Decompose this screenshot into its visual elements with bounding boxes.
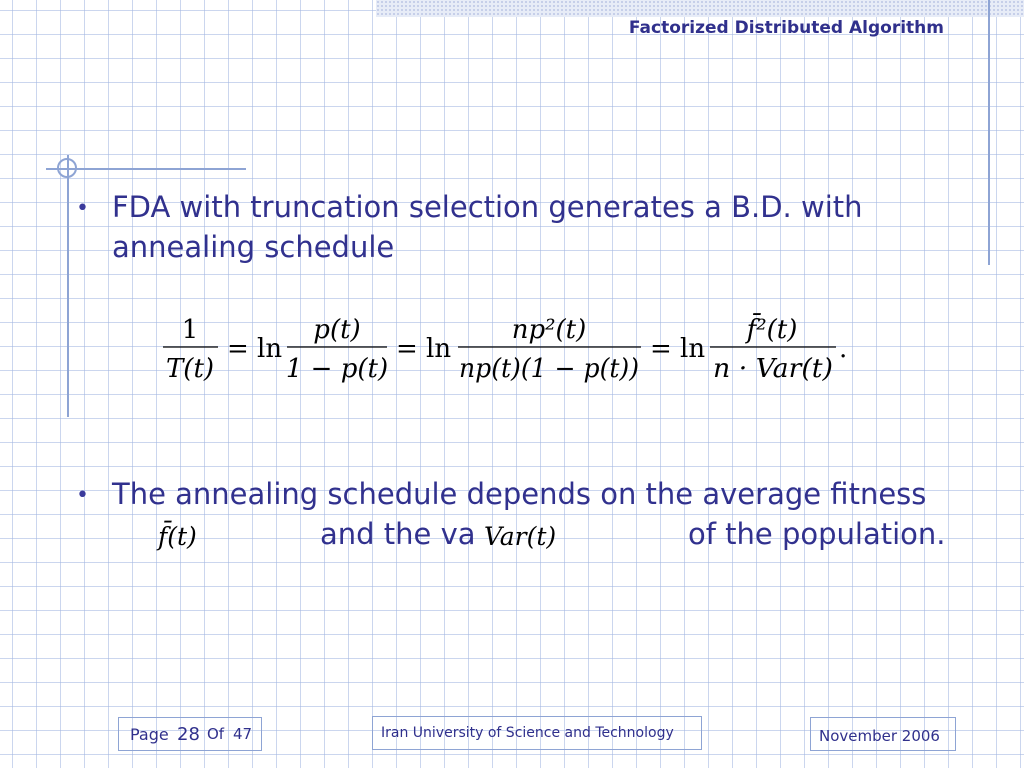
formula-f1-denominator: 1 − p(t): [285, 354, 389, 384]
footer-date: November 2006: [819, 727, 940, 745]
footer-date-box: [810, 717, 956, 751]
footer-university: Iran University of Science and Technology: [381, 725, 674, 741]
bullet-2-text-line2a: and the va: [320, 517, 476, 551]
bullet-2-text-line1: The annealing schedule depends on the average fitness: [112, 477, 927, 511]
slide-title: Factorized Distributed Algorithm: [628, 18, 944, 38]
formula-eq-ln-1: = ln: [227, 334, 283, 364]
formula-f3-numerator: f̄²(t): [746, 315, 798, 345]
bullet-dot-icon: •: [76, 196, 89, 221]
formula-period: .: [839, 334, 848, 364]
formula-f2-numerator: np²(t): [511, 315, 587, 345]
formula-f1-numerator: p(t): [313, 315, 361, 345]
inline-variance: Var(t): [484, 522, 557, 551]
footer-page-box: [118, 717, 262, 751]
bullet-2-text-line2b: of the population.: [688, 517, 946, 551]
bullet-1-text: FDA with truncation selection generates a B.D. with annealing schedule: [112, 190, 863, 264]
formula-lhs-numerator: 1: [181, 315, 199, 345]
inline-avg-fitness: f̄(t): [158, 522, 197, 551]
footer-page-total: 47: [233, 725, 253, 743]
formula-f2-denominator: np(t)(1 − p(t)): [459, 354, 639, 384]
footer-of-label: Of: [207, 725, 225, 743]
bullet-item-2: [76, 474, 972, 514]
formula-eq-ln-2: = ln: [396, 334, 452, 364]
formula-lhs-denominator: T(t): [165, 354, 215, 384]
footer-page-label: Page: [130, 725, 169, 744]
footer-university-box: [372, 716, 702, 750]
bullet-dot-icon: •: [76, 483, 89, 508]
formula-f3-denominator: n · Var(t): [713, 354, 833, 384]
formula-eq-ln-3: = ln: [650, 334, 706, 364]
footer-page-number: 28: [177, 724, 200, 745]
